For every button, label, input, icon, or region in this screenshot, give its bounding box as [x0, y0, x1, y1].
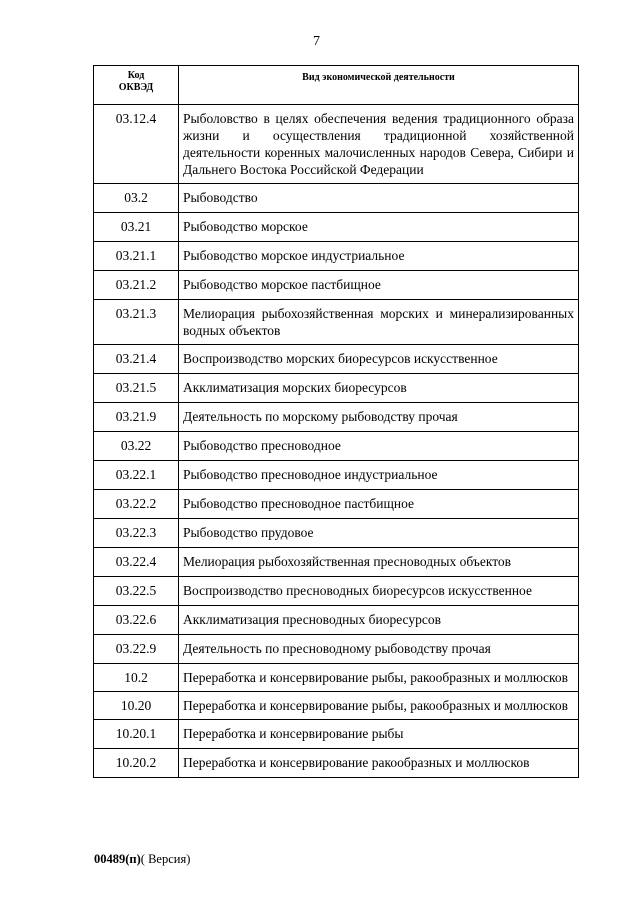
document-version: ( Версия) [140, 852, 191, 866]
activity-description: Мелиорация рыбохозяйственная пресноводных объектов [179, 548, 579, 577]
okved-code: 10.20.1 [94, 720, 179, 749]
table-row [94, 403, 579, 432]
table-row [94, 432, 579, 461]
table-row [94, 720, 579, 749]
table-row [94, 606, 579, 635]
table-row [94, 635, 579, 664]
activity-description: Переработка и консервирование рыбы, ракообразных и моллюсков [179, 664, 579, 692]
okved-code: 03.21 [94, 213, 179, 242]
activity-description: Рыбоводство пресноводное пастбищное [179, 490, 579, 519]
activity-description: Рыбоводство [179, 184, 579, 213]
activity-description: Акклиматизация морских биоресурсов [179, 374, 579, 403]
okved-code: 10.2 [94, 664, 179, 692]
activity-description: Рыболовство в целях обеспечения ведения традиционного образа жизни и осуществления традиционной хозяйственной деятельности коренных малочисленных народов Севера, Сибири и Дальнего Востока Российской Федерации [179, 105, 579, 184]
table-row [94, 213, 579, 242]
okved-code: 03.22.9 [94, 635, 179, 664]
okved-code: 03.21.2 [94, 271, 179, 300]
document-number: 00489(п) [94, 852, 141, 866]
activity-description: Деятельность по морскому рыбоводству прочая [179, 403, 579, 432]
okved-code: 03.22 [94, 432, 179, 461]
table-row [94, 300, 579, 345]
okved-code: 10.20 [94, 692, 179, 720]
table-row [94, 490, 579, 519]
activity-description: Рыбоводство пресноводное индустриальное [179, 461, 579, 490]
table-row [94, 105, 579, 184]
activity-description: Воспроизводство пресноводных биоресурсов искусственное [179, 577, 579, 606]
activity-description: Переработка и консервирование ракообразных и моллюсков [179, 749, 579, 778]
table-row [94, 519, 579, 548]
activity-description: Рыбоводство морское пастбищное [179, 271, 579, 300]
activity-description: Мелиорация рыбохозяйственная морских и минерализированных водных объектов [179, 300, 579, 345]
table-row [94, 374, 579, 403]
table-row [94, 548, 579, 577]
okved-code: 03.2 [94, 184, 179, 213]
okved-code: 03.12.4 [94, 105, 179, 184]
okved-code: 10.20.2 [94, 749, 179, 778]
okved-code: 03.21.1 [94, 242, 179, 271]
okved-code: 03.21.4 [94, 345, 179, 374]
document-footer [94, 852, 190, 867]
table-row [94, 461, 579, 490]
table-row [94, 242, 579, 271]
okved-code: 03.22.3 [94, 519, 179, 548]
okved-code: 03.22.2 [94, 490, 179, 519]
activity-description: Переработка и консервирование рыбы [179, 720, 579, 749]
okved-code: 03.22.4 [94, 548, 179, 577]
okved-code: 03.21.5 [94, 374, 179, 403]
okved-table [93, 65, 579, 778]
activity-description: Рыбоводство морское индустриальное [179, 242, 579, 271]
header-code-line2: ОКВЭД [118, 82, 154, 93]
activity-description: Рыбоводство прудовое [179, 519, 579, 548]
okved-code: 03.22.6 [94, 606, 179, 635]
activity-description: Акклиматизация пресноводных биоресурсов [179, 606, 579, 635]
table-row [94, 749, 579, 778]
header-code-line1: Код [127, 70, 145, 81]
activity-description: Воспроизводство морских биоресурсов искусственное [179, 345, 579, 374]
table-row [94, 692, 579, 720]
table-row [94, 345, 579, 374]
table-row [94, 577, 579, 606]
table-header-row [94, 66, 579, 105]
activity-description: Рыбоводство морское [179, 213, 579, 242]
activity-description: Переработка и консервирование рыбы, ракообразных и моллюсков [179, 692, 579, 720]
table-row [94, 184, 579, 213]
okved-code: 03.21.3 [94, 300, 179, 345]
header-code [94, 66, 179, 105]
activity-description: Рыбоводство пресноводное [179, 432, 579, 461]
table-row [94, 664, 579, 692]
okved-code: 03.21.9 [94, 403, 179, 432]
page-number: 7 [313, 34, 320, 49]
activity-description: Деятельность по пресноводному рыбоводству прочая [179, 635, 579, 664]
okved-code: 03.22.5 [94, 577, 179, 606]
table-row [94, 271, 579, 300]
okved-code: 03.22.1 [94, 461, 179, 490]
header-description: Вид экономической деятельности [179, 66, 579, 105]
